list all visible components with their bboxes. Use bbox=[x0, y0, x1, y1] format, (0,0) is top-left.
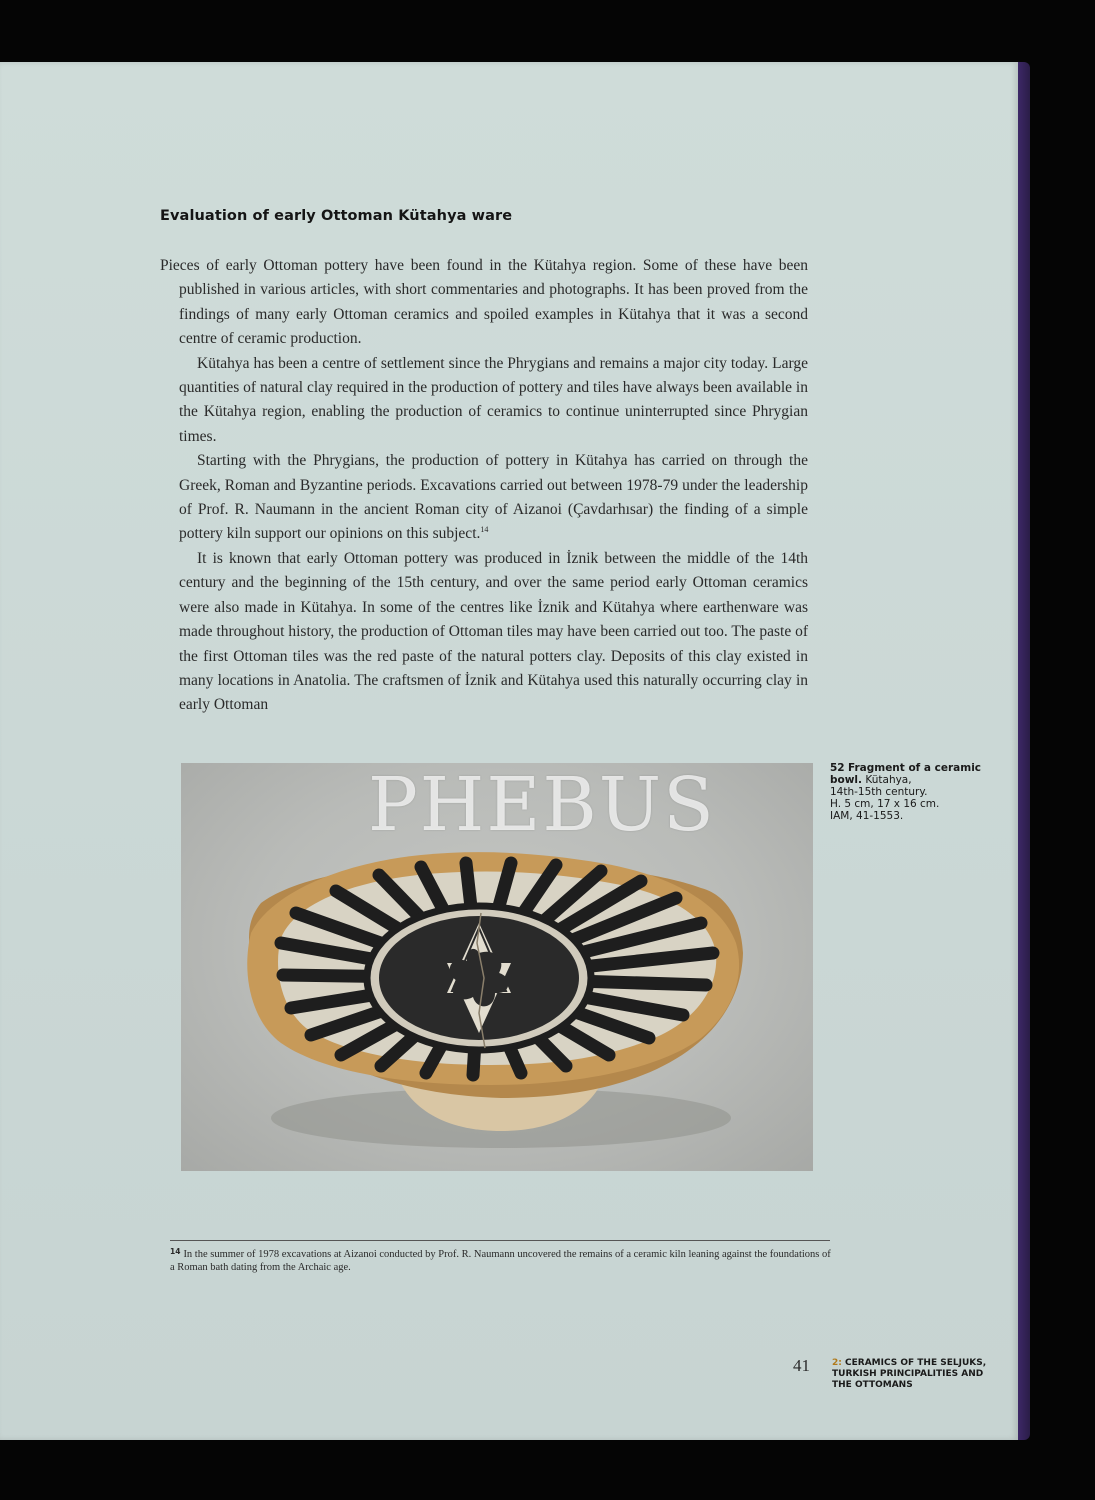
paragraph-1: Pieces of early Ottoman pottery have been found in the Kütahya region. Some of these have been published in various articles, with short commentaries and photographs. It has been proved from the findings of many early Ottoman ceramics and spoiled examples in Kütahya that it was a second centre of ceramic production. bbox=[160, 257, 808, 348]
paragraph-2: Kütahya has been a centre of settlement since the Phrygians and remains a major city today. Large quantities of natural clay required in the production of pottery and tiles have always been available in the Kütahya region, enabling the production of ceramics to continue uninterrupted since Phrygian times. bbox=[179, 354, 808, 445]
paragraph-4: It is known that early Ottoman pottery was produced in İznik between the middle of the 14th century and the beginning of the 15th century, and over the same period early Ottoman ceramics were also made in Kütahya. In some of the centres like İznik and Kütahya where earthenware was made throughout history, the production of Ottoman tiles may have been carried out too. The paste of the first Ottoman tiles was the red paste of the natural potters clay. Deposits of this clay existed in many locations in Anatolia. The craftsmen of İznik and Kütahya used this naturally occurring clay in early Ottoman bbox=[179, 549, 808, 714]
section-number: 2: bbox=[832, 1358, 842, 1368]
paragraph-3-text: Starting with the Phrygians, the production of pottery in Kütahya has carried on through the Greek, Roman and Byzantine periods. Excavations carried out between 1978-79 under the leadership of Prof. R. Naumann in the ancient Roman city of Aizanoi (Çavdarhısar) the finding of a simple pottery kiln support our opinions on this subject. bbox=[179, 452, 808, 543]
section-title: CERAMICS OF THE SELJUKS, TURKISH PRINCIPALITIES AND THE OTTOMANS bbox=[832, 1358, 987, 1390]
page-number: 41 bbox=[793, 1356, 810, 1375]
footnote-text: In the summer of 1978 excavations at Aizanoi conducted by Prof. R. Naumann uncovered the remains of a ceramic kiln leaning against the foundations of a Roman bath dating from the Archaic age. bbox=[170, 1249, 831, 1273]
section-heading: Evaluation of early Ottoman Kütahya ware bbox=[160, 208, 513, 224]
footnote bbox=[170, 1245, 835, 1274]
footnote-marker: 14 bbox=[170, 1247, 181, 1256]
caption-number: 52 bbox=[830, 762, 845, 774]
caption-inventory: IAM, 41-1553. bbox=[830, 810, 904, 822]
footnote-divider bbox=[170, 1240, 830, 1241]
paragraph-3 bbox=[179, 449, 808, 547]
caption-date: 14th-15th century. bbox=[830, 786, 928, 798]
bowl-star-pattern bbox=[379, 916, 579, 1040]
caption-dimensions: H. 5 cm, 17 x 16 cm. bbox=[830, 798, 940, 810]
figure-caption bbox=[830, 762, 1000, 822]
body-text bbox=[160, 254, 808, 718]
running-section-label bbox=[832, 1358, 1002, 1391]
caption-place: Kütahya, bbox=[865, 774, 912, 786]
caption-title: Fragment of a ceramic bowl. bbox=[830, 762, 982, 786]
footnote-reference: 14 bbox=[480, 525, 489, 535]
book-page bbox=[0, 62, 1018, 1440]
watermark: PHEBUS bbox=[368, 762, 716, 848]
